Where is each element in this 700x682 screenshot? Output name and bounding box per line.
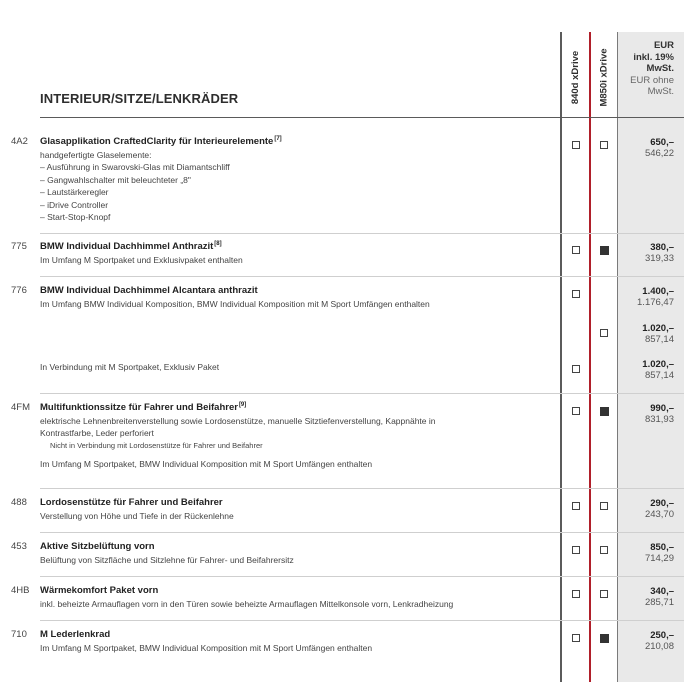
price-head-net-2: MwSt.	[647, 86, 674, 97]
option-description: Im Umfang M Sportpaket, BMW Individual Komposition mit M Sport Umfängen enthalten	[40, 643, 373, 653]
option-title: BMW Individual Dachhimmel Alcantara anthrazit	[40, 285, 258, 296]
price-column-background	[618, 32, 684, 682]
price-2	[618, 286, 674, 308]
price-6	[618, 586, 674, 608]
option-code: 776	[11, 285, 27, 296]
availability-box-m850i	[600, 329, 608, 337]
row-separator	[40, 620, 684, 621]
availability-box-840d	[572, 141, 580, 149]
option-description: inkl. beheizte Armauflagen vorn in den Türen sowie beheizte Armauflagen Mittelkonsole vorn, Lenkradheizung	[40, 599, 454, 609]
price-3	[618, 403, 674, 425]
option-title: Glasapplikation CraftedClarity für Interieurelemente[7]	[40, 136, 282, 148]
option-description: – Lautstärkeregler	[40, 187, 109, 198]
price-column-header	[618, 40, 674, 98]
option-code: 453	[11, 541, 27, 552]
price-gross: 650,–	[650, 137, 674, 148]
availability-box-m850i	[600, 546, 608, 554]
option-description: In Verbindung mit M Sportpaket, Exklusiv Paket	[40, 362, 220, 372]
column-rule-m850i	[589, 32, 591, 682]
option-description: Im Umfang BMW Individual Komposition, BMW Individual Komposition mit M Sport Umfängen enthalten	[40, 299, 430, 309]
price-head-gross-3: MwSt.	[646, 63, 674, 74]
price-4	[618, 498, 674, 520]
model-label-m850i: M850i xDrive	[598, 47, 610, 107]
model-column-840d	[563, 44, 589, 110]
row-separator	[40, 393, 684, 394]
availability-box-840d	[572, 290, 580, 298]
price-net: 857,14	[644, 334, 674, 345]
price-gross: 380,–	[650, 242, 674, 253]
availability-box-840d	[572, 590, 580, 598]
option-description: – Start-Stop-Knopf	[40, 212, 111, 222]
price-net: 831,93	[644, 414, 674, 425]
price-5	[618, 542, 674, 564]
option-title: Multifunktionssitze für Fahrer und Beifahrer[9]	[40, 402, 247, 414]
model-label-840d: 840d xDrive	[570, 50, 582, 104]
option-description: Im Umfang M Sportpaket, BMW Individual Komposition mit M Sport Umfängen enthalten	[40, 458, 373, 469]
option-description: Im Umfang M Sportpaket und Exklusivpaket enthalten	[40, 255, 243, 265]
price-2-1	[618, 359, 674, 381]
section-title: INTERIEUR/SITZE/LENKRÄDER	[40, 91, 239, 106]
availability-box-840d	[572, 407, 580, 415]
row-separator	[40, 532, 684, 533]
price-gross: 990,–	[650, 403, 674, 414]
option-code: 4FM	[11, 402, 30, 413]
price-1	[618, 242, 674, 264]
price-net: 285,71	[644, 597, 674, 608]
footnote-ref: [9]	[238, 402, 247, 408]
option-title: BMW Individual Dachhimmel Anthrazit[8]	[40, 241, 222, 253]
footnote-ref: [8]	[214, 241, 222, 247]
row-separator	[40, 233, 684, 234]
availability-box-840d	[572, 246, 580, 254]
price-gross: 1.400,–	[642, 286, 674, 297]
price-net: 319,33	[644, 253, 674, 264]
option-code: 4HB	[11, 585, 30, 596]
price-7	[618, 630, 674, 652]
option-description: – Gangwahlschalter mit beleuchteter „8"	[40, 174, 191, 185]
price-head-gross-2: inkl. 19%	[633, 51, 674, 63]
column-rule-840d	[560, 32, 562, 682]
price-head-net-1: EUR ohne	[630, 74, 674, 86]
option-code: 710	[11, 629, 27, 640]
price-net: 714,29	[644, 553, 674, 564]
price-gross: 290,–	[650, 498, 674, 509]
model-column-m850i	[591, 44, 617, 110]
price-gross: 1.020,–	[642, 359, 674, 370]
option-title: Lordosenstütze für Fahrer und Beifahrer	[40, 497, 223, 508]
option-code: 488	[11, 497, 27, 508]
availability-box-m850i	[600, 590, 608, 598]
availability-box-m850i	[600, 634, 609, 643]
price-gross: 340,–	[650, 586, 674, 597]
availability-box-m850i	[600, 407, 609, 416]
option-code: 775	[11, 241, 27, 252]
price-net: 857,14	[644, 370, 674, 381]
price-net: 243,70	[644, 509, 674, 520]
option-description: elektrische Lehnenbreitenverstellung sowie Lordosenstütze, manuelle Sitztiefenverstellung, Kappnähte in	[40, 416, 436, 426]
price-gross: 850,–	[650, 542, 674, 553]
price-head-gross-1: EUR	[653, 40, 674, 51]
footnote-ref: [7]	[274, 136, 282, 142]
price-gross: 250,–	[650, 630, 674, 641]
option-description: – iDrive Controller	[40, 199, 109, 210]
price-gross: 1.020,–	[642, 323, 674, 334]
option-description: Verstellung von Höhe und Tiefe in der Rückenlehne	[40, 511, 234, 521]
option-description: – Ausführung in Swarovski-Glas mit Diamantschliff	[40, 162, 230, 173]
row-separator	[40, 576, 684, 577]
availability-box-840d	[572, 634, 580, 642]
option-code: 4A2	[11, 136, 28, 147]
option-description: Belüftung von Sitzfläche und Sitzlehne für Fahrer- und Beifahrersitz	[40, 555, 294, 565]
availability-box-m850i	[600, 502, 608, 510]
option-note: Nicht in Verbindung mit Lordosenstütze für Fahrer und Beifahrer	[50, 441, 263, 451]
row-separator	[40, 276, 684, 277]
option-description: handgefertigte Glaselemente:	[40, 150, 152, 160]
option-title: M Lederlenkrad	[40, 629, 111, 640]
column-rule-price	[617, 32, 618, 682]
price-0	[618, 137, 674, 159]
price-net: 546,22	[644, 148, 674, 159]
availability-box-m850i	[600, 246, 609, 255]
price-2-0	[618, 323, 674, 345]
availability-box-m850i	[600, 141, 608, 149]
header-divider	[40, 117, 684, 118]
option-title: Aktive Sitzbelüftung vorn	[40, 541, 155, 552]
price-net: 210,08	[644, 641, 674, 652]
availability-box-840d	[572, 365, 580, 373]
availability-box-840d	[572, 502, 580, 510]
price-net: 1.176,47	[637, 297, 674, 308]
option-title: Wärmekomfort Paket vorn	[40, 585, 159, 596]
option-description: Kontrastfarbe, Leder perforiert	[40, 428, 154, 439]
availability-box-840d	[572, 546, 580, 554]
row-separator	[40, 488, 684, 489]
